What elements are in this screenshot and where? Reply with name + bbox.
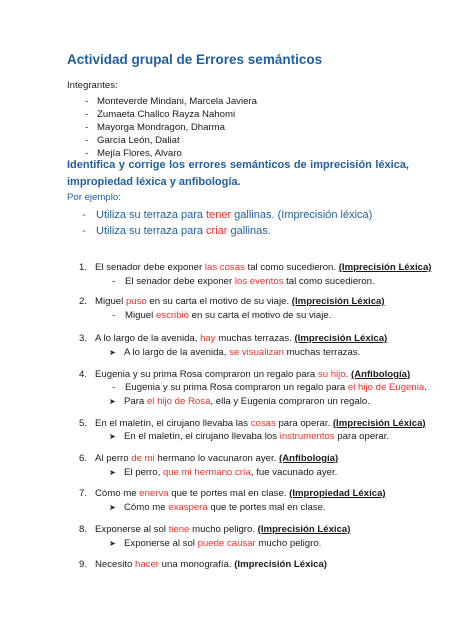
correction-line bbox=[109, 502, 326, 513]
exercise-item bbox=[79, 333, 387, 344]
example-line bbox=[82, 209, 372, 221]
error-word: hay bbox=[200, 333, 216, 344]
item-number: 2. bbox=[79, 296, 88, 307]
corrected-word: exaspera bbox=[168, 502, 208, 513]
item-number: 7. bbox=[79, 488, 88, 499]
corrected-word: el hijo de Rosa bbox=[146, 396, 211, 407]
arrow-bullet: ➤ bbox=[109, 348, 116, 357]
member-item bbox=[85, 109, 235, 120]
corrected-word: escribió bbox=[155, 310, 189, 321]
corrected-word: que mi hermano cría bbox=[162, 467, 251, 478]
item-text: que te portes mal en clase. bbox=[168, 488, 290, 499]
correction-text: , ella y Eugenia compraron un regalo. bbox=[210, 396, 370, 407]
example-line bbox=[82, 225, 271, 237]
error-word: enerva bbox=[139, 488, 169, 499]
error-type-tag: (Imprecisión Léxica) bbox=[338, 262, 432, 273]
corrected-word: el hijo de Eugenia bbox=[347, 382, 425, 393]
dash-bullet: - bbox=[82, 225, 86, 237]
arrow-bullet: ➤ bbox=[109, 468, 116, 477]
member-item bbox=[85, 122, 225, 133]
item-number: 6. bbox=[79, 453, 88, 464]
error-type-tag: (Imprecisión Léxica) bbox=[332, 418, 426, 429]
correction-text: que te portes mal en clase. bbox=[207, 502, 326, 513]
correction-text: tal como sucedieron. bbox=[283, 276, 375, 287]
dash-bullet: - bbox=[112, 382, 116, 393]
error-type-tag: (Imprecisión Léxica) bbox=[294, 333, 388, 344]
correction-text: Eugenia y su prima Rosa compraron un regalo para bbox=[125, 382, 348, 393]
instruction-heading: Identifica y corrige los errores semánticos de imprecisión léxica, impropiedad léxica y anfibología. bbox=[67, 159, 409, 188]
item-text: El senador debe exponer bbox=[95, 262, 205, 273]
dash-bullet: - bbox=[85, 148, 89, 159]
item-text: muchas terrazas. bbox=[215, 333, 295, 344]
exercise-item bbox=[79, 418, 426, 429]
dash-bullet: - bbox=[112, 310, 116, 321]
exercise-item bbox=[79, 369, 410, 380]
item-text: Al perro bbox=[95, 453, 132, 464]
member-name: García León, Daliat bbox=[97, 135, 180, 146]
item-text: Necesito bbox=[95, 559, 135, 570]
item-text: hermano lo vacunaron ayer. bbox=[154, 453, 279, 464]
error-word: cosas bbox=[250, 418, 276, 429]
item-text: Cómo me bbox=[95, 488, 140, 499]
arrow-bullet: ➤ bbox=[109, 539, 116, 548]
member-name: Monteverde Mindani, Marcela Javiera bbox=[97, 96, 257, 107]
corrected-word: instrumentos bbox=[279, 431, 335, 442]
error-word: su hijo bbox=[317, 369, 346, 380]
item-text: Eugenia y su prima Rosa compraron un regalo para bbox=[95, 369, 318, 380]
correction-text: mucho peligro. bbox=[255, 538, 322, 549]
exercise-item bbox=[79, 262, 432, 273]
correction-line bbox=[112, 276, 375, 287]
item-text: una monografía. bbox=[159, 559, 235, 570]
error-word: las cosas bbox=[204, 262, 245, 273]
arrow-bullet: ➤ bbox=[109, 432, 116, 441]
corrected-word: se visualizan bbox=[229, 347, 285, 358]
item-text: tal como sucedieron. bbox=[244, 262, 339, 273]
error-word: tiene bbox=[168, 524, 190, 535]
member-item bbox=[85, 135, 180, 146]
member-name: Mejía Flores, Alvaro bbox=[97, 148, 182, 159]
error-type-tag: (Impropiedad Léxica) bbox=[289, 488, 386, 499]
error-word: de mi bbox=[131, 453, 155, 464]
example-text: Utiliza su terraza para bbox=[96, 225, 207, 237]
dash-bullet: - bbox=[85, 109, 89, 120]
correction-text: Para bbox=[124, 396, 147, 407]
arrow-bullet: ➤ bbox=[109, 397, 116, 406]
integrantes-label: Integrantes: bbox=[67, 80, 118, 91]
item-number: 5. bbox=[79, 418, 88, 429]
exercise-item bbox=[79, 559, 327, 570]
error-type-tag: (Anfibología) bbox=[279, 453, 339, 464]
member-item bbox=[85, 96, 257, 107]
example-text: gallinas. (Imprecisión léxica) bbox=[231, 209, 373, 221]
correction-line bbox=[109, 347, 360, 358]
item-text: En el maletín, el cirujano llevaba las bbox=[95, 418, 251, 429]
correction-text: El perro, bbox=[124, 467, 163, 478]
item-number: 3. bbox=[79, 333, 88, 344]
corrected-word: los eventos bbox=[234, 276, 284, 287]
dash-bullet: - bbox=[112, 276, 116, 287]
example-text: Utiliza su terraza para bbox=[96, 209, 207, 221]
correction-text: . bbox=[424, 382, 427, 393]
correction-line bbox=[109, 538, 321, 549]
item-text: para operar. bbox=[275, 418, 333, 429]
correction-text: Cómo me bbox=[124, 502, 169, 513]
item-number: 9. bbox=[79, 559, 88, 570]
correction-text: Miguel bbox=[125, 310, 156, 321]
exercise-item bbox=[79, 296, 385, 307]
dash-bullet: - bbox=[85, 135, 89, 146]
correction-line bbox=[109, 396, 370, 407]
highlighted-word: criar bbox=[206, 225, 228, 237]
error-word: puso bbox=[125, 296, 147, 307]
dash-bullet: - bbox=[85, 122, 89, 133]
exercise-item bbox=[79, 524, 350, 535]
correction-text: Exponerse al sol bbox=[124, 538, 198, 549]
error-type-tag: (Imprecisión Léxica) bbox=[257, 524, 351, 535]
error-type-tag: (Imprecisión Léxica) bbox=[291, 296, 385, 307]
dash-bullet: - bbox=[82, 209, 86, 221]
highlighted-word: tener bbox=[206, 209, 232, 221]
exercise-item bbox=[79, 488, 386, 499]
document-title: Actividad grupal de Errores semánticos bbox=[67, 52, 323, 67]
exercise-item bbox=[79, 453, 338, 464]
error-word: hacer bbox=[135, 559, 159, 570]
correction-line bbox=[112, 382, 427, 393]
correction-line bbox=[109, 431, 389, 442]
corrected-word: puede causar bbox=[197, 538, 256, 549]
item-text: . bbox=[345, 369, 351, 380]
por-ejemplo-label: Por ejemplo: bbox=[67, 192, 121, 203]
item-text: Exponerse al sol bbox=[95, 524, 169, 535]
dash-bullet: - bbox=[85, 96, 89, 107]
correction-text: , fue vacunado ayer. bbox=[250, 467, 338, 478]
item-text: Miguel bbox=[95, 296, 126, 307]
item-number: 4. bbox=[79, 369, 88, 380]
item-number: 1. bbox=[79, 262, 88, 273]
correction-text: El senador debe exponer bbox=[125, 276, 235, 287]
member-name: Zumaeta Challco Rayza Nahomi bbox=[97, 109, 236, 120]
correction-line bbox=[109, 467, 337, 478]
member-name: Mayorga Mondragon, Dharma bbox=[97, 122, 225, 133]
item-text: en su carta el motivo de su viaje. bbox=[146, 296, 292, 307]
arrow-bullet: ➤ bbox=[109, 503, 116, 512]
correction-text: en su carta el motivo de su viaje. bbox=[189, 310, 332, 321]
item-text: mucho peligro. bbox=[189, 524, 258, 535]
correction-text: En el maletín, el cirujano llevaba los bbox=[124, 431, 280, 442]
example-text: gallinas. bbox=[227, 225, 271, 237]
error-type-tag: (Imprecisión Léxica) bbox=[234, 559, 327, 570]
correction-text: muchas terrazas. bbox=[284, 347, 361, 358]
error-type-tag: (Anfibología) bbox=[351, 369, 411, 380]
correction-line bbox=[112, 310, 331, 321]
correction-text: para operar. bbox=[334, 431, 390, 442]
correction-text: A lo largo de la avenida, bbox=[124, 347, 230, 358]
item-text: A lo largo de la avenida, bbox=[95, 333, 201, 344]
item-number: 8. bbox=[79, 524, 88, 535]
